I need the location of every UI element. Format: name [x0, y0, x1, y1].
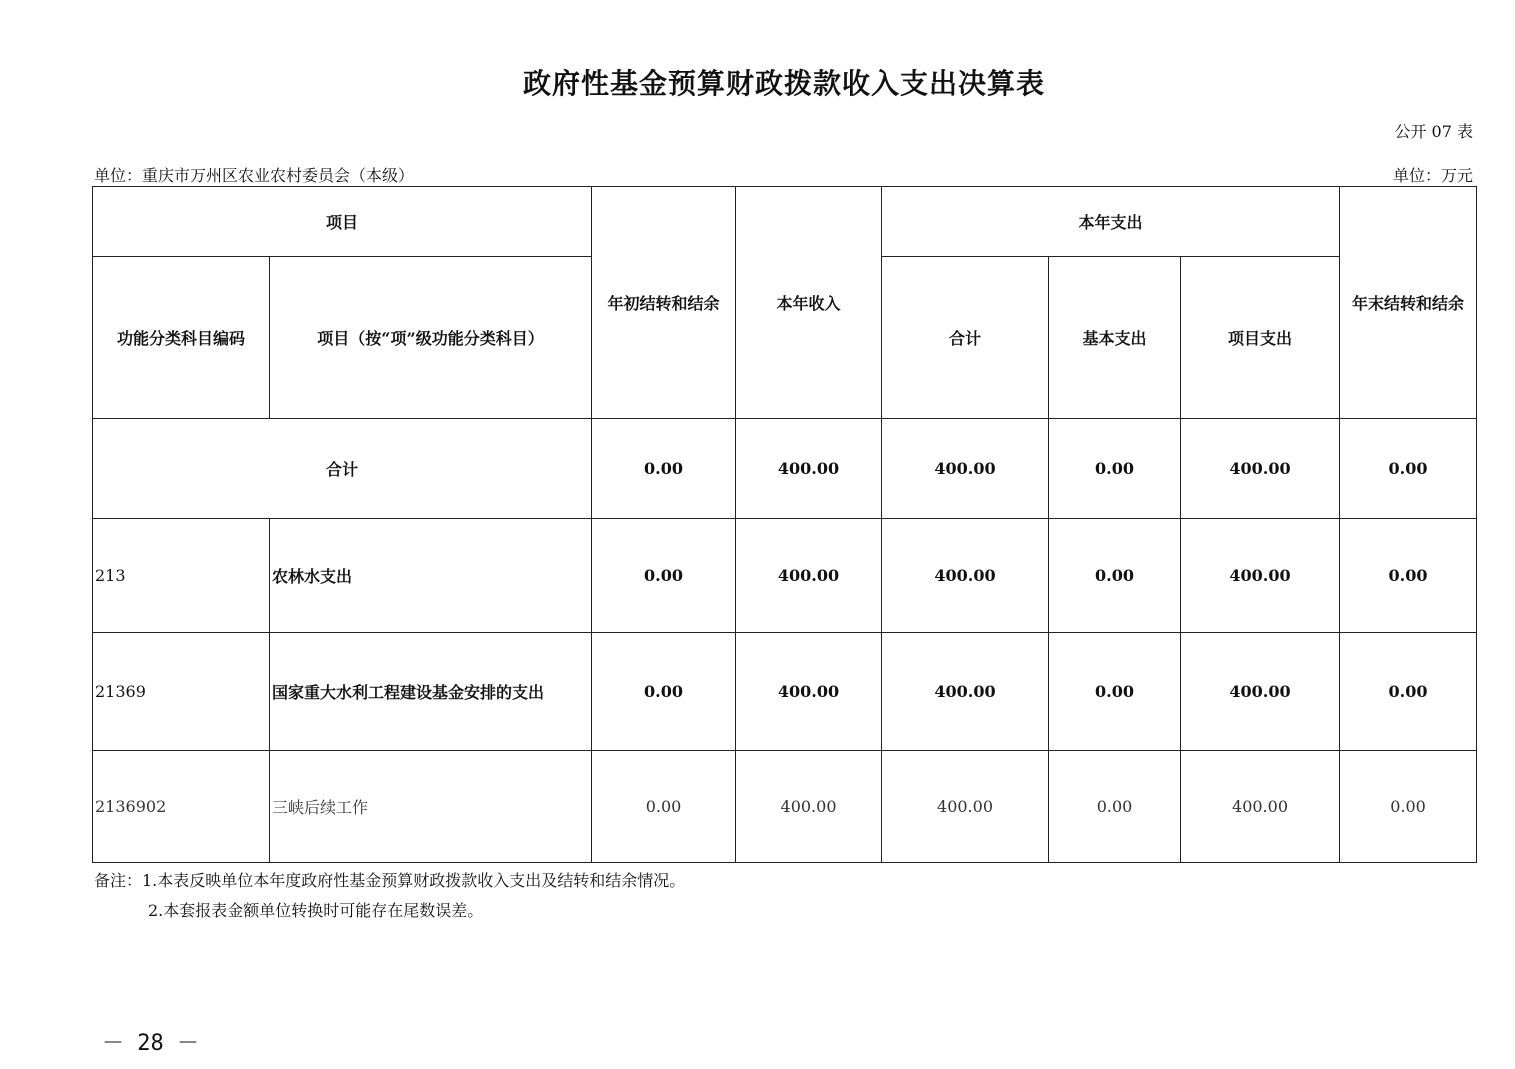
- notes: [94, 866, 685, 926]
- unit-organization: 单位：重庆市万州区农业农村委员会（本级）: [94, 166, 415, 185]
- cell-project: 400.00: [1181, 419, 1340, 519]
- cell-begin: 0.00: [592, 633, 736, 751]
- header-total: 合计: [882, 257, 1049, 419]
- budget-table: [92, 186, 1477, 863]
- header-basic: 基本支出: [1049, 257, 1181, 419]
- cell-total: 400.00: [882, 519, 1049, 633]
- unit-currency: 单位：万元: [1392, 166, 1473, 185]
- cell-name: 三峡后续工作: [270, 751, 592, 863]
- header-expense-group: 本年支出: [882, 187, 1340, 257]
- cell-project: 400.00: [1181, 519, 1340, 633]
- cell-begin: 0.00: [592, 419, 736, 519]
- note-line-2: 2.本套报表金额单位转换时可能存在尾数误差。: [148, 901, 484, 920]
- cell-begin: 0.00: [592, 519, 736, 633]
- page-title: 政府性基金预算财政拨款收入支出决算表: [522, 67, 1045, 100]
- cell-total: 400.00: [882, 633, 1049, 751]
- cell-total: 400.00: [882, 751, 1049, 863]
- table-row: [93, 419, 1477, 519]
- cell-code: 21369: [93, 633, 270, 751]
- table-row: [93, 519, 1477, 633]
- cell-income: 400.00: [736, 519, 882, 633]
- cell-income: 400.00: [736, 751, 882, 863]
- cell-income: 400.00: [736, 633, 882, 751]
- cell-project: 400.00: [1181, 751, 1340, 863]
- header-income: 本年收入: [736, 187, 882, 419]
- header-begin-balance: 年初结转和结余: [592, 187, 736, 419]
- cell-basic: 0.00: [1049, 633, 1181, 751]
- header-name: 项目（按“项”级功能分类科目）: [270, 257, 592, 419]
- cell-code: 2136902: [93, 751, 270, 863]
- cell-code: 213: [93, 519, 270, 633]
- cell-begin: 0.00: [592, 751, 736, 863]
- cell-end: 0.00: [1340, 519, 1477, 633]
- header-code: 功能分类科目编码: [93, 257, 270, 419]
- cell-income: 400.00: [736, 419, 882, 519]
- header-end-balance: 年末结转和结余: [1340, 187, 1477, 419]
- cell-end: 0.00: [1340, 751, 1477, 863]
- table-row: [93, 633, 1477, 751]
- cell-name: 农林水支出: [270, 519, 592, 633]
- cell-basic: 0.00: [1049, 519, 1181, 633]
- note-line-1: 备注：1.本表反映单位本年度政府性基金预算财政拨款收入支出及结转和结余情况。: [94, 871, 686, 890]
- page-number: － 28 －: [102, 1031, 199, 1056]
- cell-basic: 0.00: [1049, 419, 1181, 519]
- cell-project: 400.00: [1181, 633, 1340, 751]
- header-project: 项目: [93, 187, 592, 257]
- header-project-expense: 项目支出: [1181, 257, 1340, 419]
- cell-end: 0.00: [1340, 419, 1477, 519]
- table-number: 公开 07 表: [1394, 122, 1473, 141]
- cell-total: 400.00: [882, 419, 1049, 519]
- cell-basic: 0.00: [1049, 751, 1181, 863]
- row-label: 合计: [93, 419, 592, 519]
- cell-name: 国家重大水利工程建设基金安排的支出: [270, 633, 592, 751]
- table-row: [93, 751, 1477, 863]
- cell-end: 0.00: [1340, 633, 1477, 751]
